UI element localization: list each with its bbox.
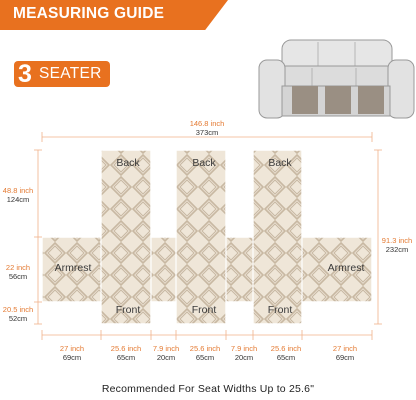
armrest-label-right: Armrest — [327, 262, 365, 274]
bottom-dimension-seat-2: 25.6 inch 65cm — [189, 344, 221, 362]
back-height-dimension: 48.8 inch 124cm — [2, 186, 34, 204]
armrest-label-left: Armrest — [54, 262, 92, 274]
bottom-dimension-seat-3: 25.6 inch 65cm — [270, 344, 302, 362]
bottom-dimension-gap-1: 7.9 inch 20cm — [152, 344, 180, 362]
front-label-3: Front — [267, 304, 293, 316]
seater-label: SEATER — [39, 65, 102, 82]
seater-number: 3 — [18, 60, 32, 88]
seat-depth-dimension: 22 inch 56cm — [5, 263, 31, 281]
total-height-dimension: 91.3 inch 232cm — [381, 236, 413, 254]
front-label-1: Front — [115, 304, 141, 316]
recommendation-note: Recommended For Seat Widths Up to 25.6" — [101, 383, 315, 395]
back-label-2: Back — [192, 157, 216, 169]
front-drop-dimension: 20.5 inch 52cm — [2, 305, 34, 323]
bottom-dimension-armrest-left: 27 inch 69cm — [59, 344, 85, 362]
front-label-2: Front — [191, 304, 217, 316]
bottom-dimension-seat-1: 25.6 inch 65cm — [110, 344, 142, 362]
sofa-icon — [259, 40, 414, 118]
seat-cover-outline — [42, 150, 372, 324]
page-title: MEASURING GUIDE — [13, 5, 165, 22]
back-label-3: Back — [268, 157, 292, 169]
total-width-dimension: 146.8 inch 373cm — [189, 119, 225, 137]
bottom-dimension-armrest-right: 27 inch 69cm — [332, 344, 358, 362]
back-label-1: Back — [116, 157, 140, 169]
bottom-dimension-gap-2: 7.9 inch 20cm — [230, 344, 258, 362]
